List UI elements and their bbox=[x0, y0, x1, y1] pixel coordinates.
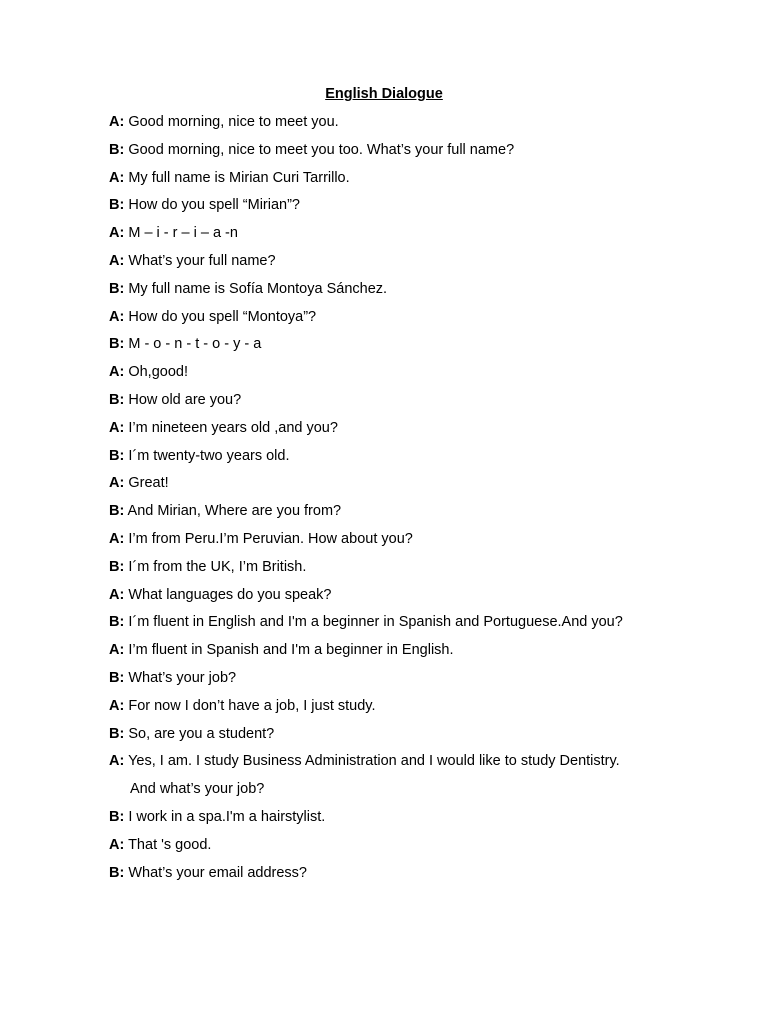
speaker-label: A: bbox=[109, 114, 125, 130]
speaker-label: B: bbox=[109, 141, 125, 158]
dialogue-line bbox=[109, 363, 669, 381]
dialogue-line bbox=[109, 196, 669, 214]
dialogue-line bbox=[109, 697, 669, 715]
dialogue-text: What’s your full name? bbox=[124, 252, 276, 269]
speaker-label: B: bbox=[109, 391, 125, 408]
dialogue-text: I´m fluent in English and I'm a beginner in Spanish and Portuguese.And you? bbox=[124, 614, 623, 631]
speaker-label: B: bbox=[109, 808, 125, 825]
dialogue-text: That 's good. bbox=[124, 836, 212, 853]
speaker-label: B: bbox=[109, 725, 125, 742]
dialogue-line bbox=[109, 252, 669, 270]
dialogue-line bbox=[109, 113, 669, 131]
dialogue-line bbox=[109, 864, 669, 882]
dialogue-line bbox=[109, 641, 669, 659]
dialogue-text: And Mirian, Where are you from? bbox=[124, 503, 342, 520]
dialogue-text: What languages do you speak? bbox=[124, 586, 332, 603]
dialogue-line bbox=[109, 669, 669, 687]
speaker-label: B: bbox=[109, 503, 125, 520]
dialogue-line bbox=[109, 224, 669, 242]
speaker-label: A: bbox=[109, 642, 125, 659]
dialogue-text: How do you spell “Montoya”? bbox=[124, 308, 317, 325]
speaker-label: B: bbox=[109, 669, 125, 686]
dialogue-text: I work in a spa.I'm a hairstylist. bbox=[124, 808, 326, 825]
dialogue-text: Oh,good! bbox=[124, 364, 188, 381]
dialogue-line bbox=[109, 447, 669, 465]
dialogue-line bbox=[109, 752, 669, 770]
speaker-label: A: bbox=[109, 836, 125, 853]
speaker-label: A: bbox=[109, 252, 125, 269]
speaker-label: A: bbox=[109, 308, 125, 325]
dialogue-text: Good morning, nice to meet you. bbox=[124, 114, 339, 130]
dialogue-text: I’m fluent in Spanish and I'm a beginner in English. bbox=[124, 642, 454, 659]
dialogue-text: What’s your email address? bbox=[124, 864, 307, 881]
dialogue-line bbox=[109, 502, 669, 520]
dialogue-line bbox=[109, 169, 669, 187]
speaker-label: A: bbox=[109, 530, 125, 547]
dialogue-text: I’m nineteen years old ,and you? bbox=[124, 419, 338, 436]
dialogue-line bbox=[109, 474, 669, 492]
dialogue-line bbox=[109, 586, 669, 604]
speaker-label: A: bbox=[109, 169, 125, 186]
dialogue-text: Great! bbox=[124, 475, 169, 492]
dialogue-text: How old are you? bbox=[124, 391, 242, 408]
dialogue-text: I´m twenty-two years old. bbox=[124, 447, 290, 464]
dialogue-line bbox=[109, 141, 669, 159]
speaker-label: A: bbox=[109, 697, 125, 714]
speaker-label: B: bbox=[109, 614, 125, 631]
dialogue-text: For now I don’t have a job, I just study. bbox=[124, 697, 376, 714]
speaker-label: B: bbox=[109, 864, 125, 881]
dialogue-line bbox=[109, 558, 669, 576]
dialogue-list bbox=[109, 113, 669, 891]
dialogue-line bbox=[109, 335, 669, 353]
speaker-label: A: bbox=[109, 586, 125, 603]
dialogue-text: I’m from Peru.I’m Peruvian. How about you? bbox=[124, 530, 413, 547]
dialogue-line bbox=[109, 391, 669, 409]
speaker-label: B: bbox=[109, 336, 125, 353]
speaker-label: A: bbox=[109, 753, 125, 770]
speaker-label: A: bbox=[109, 364, 125, 381]
speaker-label: B: bbox=[109, 280, 125, 297]
dialogue-text: M - o - n - t - o - y - a bbox=[124, 336, 262, 353]
speaker-label: B: bbox=[109, 447, 125, 464]
document-title: English Dialogue bbox=[325, 86, 443, 102]
dialogue-text: My full name is Mirian Curi Tarrillo. bbox=[124, 169, 350, 186]
speaker-label: B: bbox=[109, 558, 125, 575]
dialogue-line bbox=[109, 280, 669, 298]
dialogue-line bbox=[109, 613, 669, 631]
dialogue-text: And what’s your job? bbox=[130, 781, 265, 798]
speaker-label: B: bbox=[109, 197, 125, 214]
dialogue-text: How do you spell “Mirian”? bbox=[124, 197, 300, 214]
dialogue-line bbox=[109, 419, 669, 437]
dialogue-text: What’s your job? bbox=[124, 669, 237, 686]
speaker-label: A: bbox=[109, 419, 125, 436]
dialogue-text: M – i - r – i – a -n bbox=[124, 225, 238, 242]
dialogue-line bbox=[109, 725, 669, 743]
dialogue-line-continuation bbox=[109, 780, 669, 798]
dialogue-line bbox=[109, 836, 669, 854]
dialogue-text: Yes, I am. I study Business Administration and I would like to study Dentistry. bbox=[124, 753, 620, 770]
dialogue-line bbox=[109, 808, 669, 826]
dialogue-text: So, are you a student? bbox=[124, 725, 275, 742]
speaker-label: A: bbox=[109, 475, 125, 492]
dialogue-line bbox=[109, 530, 669, 548]
dialogue-text: Good morning, nice to meet you too. What’s your full name? bbox=[124, 141, 515, 158]
dialogue-text: I´m from the UK, I’m British. bbox=[124, 558, 307, 575]
speaker-label: A: bbox=[109, 225, 125, 242]
dialogue-text: My full name is Sofía Montoya Sánchez. bbox=[124, 280, 388, 297]
dialogue-line bbox=[109, 308, 669, 326]
